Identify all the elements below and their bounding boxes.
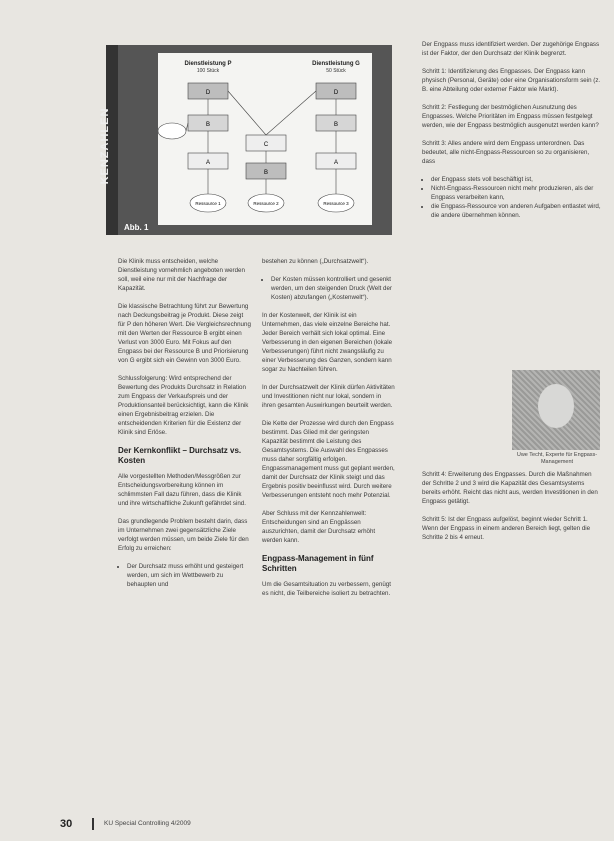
right-product-qty: 50 Stück <box>326 68 346 74</box>
col3-paragraph-3: Schritt 2: Festlegung der bestmöglichen Ausnutzung des Engpasses. Welche Prioritäten im Engpass müssen festgelegt werden, wie der Engpass bestmöglich ausgenutzt werden kann? <box>422 104 599 129</box>
col3-paragraph-1: Der Engpass muss identifiziert werden. Der zugehörige Engpass ist der Faktor, der den Durchsatz der Klinik begrenzt. <box>422 41 600 57</box>
col2-paragraph-4: Die Kette der Prozesse wird durch den Engpass bestimmt. Das Glied mit der geringsten Kapazität bestimmt die Leistung des Gesamtsystems. Die Auswahl des Engpasses muss daher sorgfältig erfolgen. Engpassmanagement muss gut geplant werden, damit der Durchsatz der Klinik steigt und das Ergebnis positiv beeinflusst wird. Durch weitere Verbesserungen entsteht noch mehr Potenzial. <box>262 420 395 499</box>
right-box-a-label: A <box>333 160 339 166</box>
left-product-title: Dienstleistung P <box>184 61 232 67</box>
col1-paragraph-2: Die klassische Betrachtung führt zur Bewertung nach Deckungsbeitrag je Produkt. Diese zeigt für P den höheren Wert. Die Vergleichsrechnung mit den Werten der Ressource B ergibt einen Verlust von 3000 Euro. Mit Fokus auf den Engpass bei der Ressource B und Priorisierung von G ergibt sich ein Gewinn von 3000 Euro. <box>118 303 251 364</box>
col3-paragraph-5: Schritt 4: Erweiterung des Engpasses. Durch die Maßnahmen der Schritte 2 und 3 wird die Kapazität des Gesamtsystems bereits erhöht. Reicht das nicht aus, werden Investitionen in den Engpass getätigt. <box>422 471 598 505</box>
col2-paragraph-6: Um die Gesamtsituation zu verbessern, genügt es nicht, die Teilbereiche isoliert zu betrachten. <box>262 581 391 597</box>
section-tab-label: KENZAHLEN <box>99 107 111 185</box>
col2-paragraph-1: bestehen zu können („Durchsatzwelt“). <box>262 258 369 265</box>
col2-list <box>262 275 396 302</box>
col2-paragraph-5: Aber Schluss mit der Kennzahlenwelt: Entscheidungen sind an Engpässen auszurichten, damit der Durchsatz erhöht werden kann. <box>262 510 376 544</box>
footer-divider <box>92 818 94 830</box>
text-column-3-bottom <box>422 470 602 551</box>
page-number: 30 <box>60 818 73 830</box>
col3-paragraph-6: Schritt 5: Ist der Engpass aufgelöst, beginnt wieder Schritt 1. Wenn der Engpass in einem anderen Bereich liegt, gelten die Schritte 2 bis 4 erneut. <box>422 516 591 541</box>
list-item: • Der Durchsatz muss erhöht und gesteigert werden, um sich im Wettbewerb zu behaupten und <box>127 562 252 589</box>
text-column-1 <box>118 257 252 598</box>
resource-1-label: Ressource 1 <box>195 201 221 206</box>
resource-2-label: Ressource 2 <box>253 201 279 206</box>
col1-paragraph-4: Alle vorgestellten Methoden/Messgrößen zur Entscheidungsvorbereitung können im schlimmsten Fall dazu führen, dass die Klinik und ihre wirtschaftliche Zukunft gefährdet sind. <box>118 473 246 507</box>
col3-paragraph-4: Schritt 3: Alles andere wird dem Engpass unterordnen. Das bedeutet, alle nicht-Engpass-Ressourcen so zu organisieren, dass <box>422 140 590 165</box>
col3-paragraph-2: Schritt 1: Identifizierung des Engpasses. Der Engpass kann physisch (Personal, Geräte) oder eine Organisationsform sein (z. B. eine Abteilung oder externer Faktor wie Markt). <box>422 68 601 93</box>
text-column-3-top <box>422 40 602 229</box>
col1-list <box>118 562 252 589</box>
col1-paragraph-1: Die Klinik muss entscheiden, welche Dienstleistung vornehmlich angeboten werden soll, weil eine nur mit der Nachfrage der Kapazität. <box>118 258 245 292</box>
figure-1 <box>118 45 392 235</box>
col1-heading: Der Kernkonflikt – Durchsatz vs. Kosten <box>118 446 242 465</box>
list-item: • der Engpass stets voll beschäftigt ist, <box>431 175 602 184</box>
right-box-b-label: B <box>333 122 339 128</box>
left-product-qty: 100 Stück <box>196 68 220 74</box>
text-column-2 <box>262 257 396 607</box>
col2-paragraph-3: In der Durchsatzwelt der Klinik dürfen Aktivitäten und Investitionen nicht nur lokal, sondern in ihren gesamten Auswirkungen beurteilt werden. <box>262 384 395 409</box>
list-item: • die Engpass-Ressource von anderen Aufgaben entlastet wird, die andere übernehmen können. <box>431 202 602 220</box>
left-box-d-label: D <box>205 90 211 96</box>
list-item: • Nicht-Engpass-Ressourcen nicht mehr produzieren, als der Engpass verarbeiten kann, <box>431 184 602 202</box>
col2-paragraph-2: In der Kostenwelt, der Klinik ist ein Unternehmen, das viele einzelne Bereiche hat. Jeder Bereich verhält sich lokal optimal. Eine Verbesserung in den eigenen Bereichen (lokale Verbesserungen) führt nicht zwangsläufig zu einer Verbesserung des Ganzen, sondern kann sogar zu Nachteilen führen. <box>262 312 393 373</box>
col2-heading: Engpass-Management in fünf Schritten <box>262 554 374 573</box>
figure-caption: Abb. 1 <box>124 223 149 232</box>
author-photo-face <box>538 384 574 428</box>
footer-source: KU Special Controlling 4/2009 <box>104 820 191 827</box>
flow-diagram <box>158 53 372 225</box>
right-box-d-label: D <box>333 90 339 96</box>
left-box-b-label: B <box>205 122 211 128</box>
col3-list <box>422 175 602 220</box>
left-ellipse <box>158 123 186 139</box>
photo-caption: Uwe Techt, Experte für Engpass-Management <box>516 452 598 465</box>
author-photo <box>512 370 600 450</box>
resource-3-label: Ressource 3 <box>323 201 349 206</box>
list-item: • Der Kosten müssen kontrolliert und gesenkt werden, um den steigenden Druck (Welt der Kosten) abzufangen („Kostenwelt“). <box>271 275 396 302</box>
col1-paragraph-5: Das grundlegende Problem besteht darin, dass im Unternehmen zwei gegensätzliche Ziele verfolgt werden müssen, um beide Ziele für den Erfolg zu erreichen: <box>118 518 249 552</box>
mid-box-b-label: B <box>263 170 269 176</box>
figure-diagram-area <box>158 53 372 225</box>
left-box-a-label: A <box>205 160 211 166</box>
right-product-title: Dienstleistung G <box>312 61 360 67</box>
mid-box-c-label: C <box>263 142 269 148</box>
col1-paragraph-3: Schlussfolgerung: Wird entsprechend der Bewertung des Produkts Durchsatz in Relation zum Engpass der Verkaufspreis und der Produktionsanteil berücksichtigt, kann die Klinik einen Ergebnisbeitrag erzielen. Die entscheidenden Kriterien für die Existenz der Klinik sind Erlöse. <box>118 375 249 436</box>
